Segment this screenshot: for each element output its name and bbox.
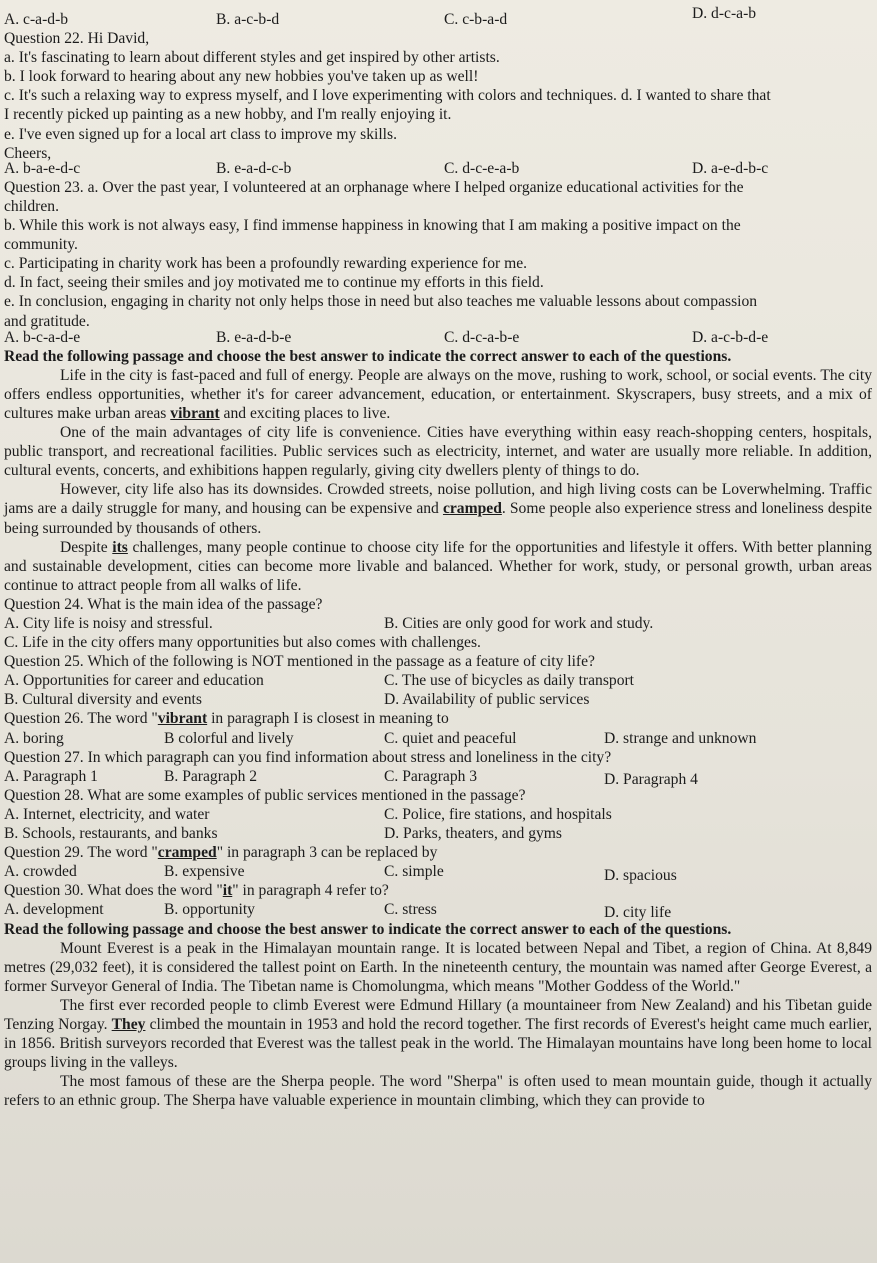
- q30-option-d: D. city life: [604, 904, 672, 922]
- q24-title: Question 24. What is the main idea of the passage?: [4, 595, 323, 613]
- q22-options: [4, 159, 872, 178]
- q21-options: [4, 5, 872, 29]
- passage1-word-cramped: cramped: [442, 500, 502, 518]
- q30-title-b: " in paragraph 4 refer to?: [232, 882, 389, 900]
- passage2-p2-text-b: climbed the mountain in 1953 and hold the record together. The first records of Everest's height came much earlier, in 1856. British surveyors recorded that Everest was the tallest peak in the world. The Himalayan mountains have long been home to local groups living in the valleys.: [4, 1015, 873, 1072]
- q22-option-a: A. b-a-e-d-c: [4, 159, 81, 177]
- q23-line-5: c. Participating in charity work has been a profoundly rewarding experience for me.: [4, 255, 528, 273]
- q24-option-b: B. Cities are only good for work and study.: [384, 615, 654, 632]
- q23-line-6: d. In fact, seeing their smiles and joy motivated me to continue my efforts in this field.: [4, 274, 544, 292]
- q22-option-b: B. e-a-d-c-b: [216, 159, 292, 177]
- q22-line-c: c. It's such a relaxing way to express myself, and I love experimenting with colors and techniques. d. I wanted to share that: [4, 87, 771, 105]
- q28-option-b: B. Schools, restaurants, and banks: [4, 825, 218, 843]
- q22-line-a: a. It's fascinating to learn about different styles and get inspired by other artists.: [4, 49, 500, 67]
- passage1-word-vibrant: vibrant: [170, 404, 220, 422]
- q26-word: vibrant: [157, 710, 208, 728]
- q23-line-3: b. While this work is not always easy, I find immense happiness in knowing that I am making a positive impact on the: [4, 217, 741, 235]
- q29-title: [4, 843, 872, 862]
- q25-title: Question 25. Which of the following is NOT mentioned in the passage as a feature of city life?: [4, 653, 595, 671]
- q26-option-c: C. quiet and peaceful: [384, 729, 517, 747]
- q25-option-d: D. Availability of public services: [384, 691, 590, 709]
- q25-option-c: C. The use of bicycles as daily transport: [384, 672, 635, 690]
- q29-title-a: Question 29. The word ": [4, 844, 158, 862]
- q26-options: [4, 729, 872, 748]
- passage2-word-they: They: [111, 1015, 146, 1033]
- passage1-p4-text-b: challenges, many people continue to choose city life for the opportunities and lifestyle it offers. With better planning and sustainable development, cities can become more livable and balanced. Whether for work, study, or personal growth, urban areas continue to attract people from all walks of life.: [4, 538, 872, 594]
- q21-option-c: C. c-b-a-d: [444, 11, 508, 28]
- q29-options: [4, 862, 872, 885]
- q30-option-b: B. opportunity: [164, 901, 255, 919]
- q29-option-a: A. crowded: [4, 863, 77, 881]
- q27-option-b: B. Paragraph 2: [164, 767, 258, 785]
- q28-option-d: D. Parks, theaters, and gyms: [384, 825, 562, 843]
- q29-option-b: B. expensive: [164, 863, 245, 881]
- passage1-paragraph-4: [4, 538, 872, 595]
- q28-option-a: A. Internet, electricity, and water: [4, 805, 210, 823]
- q23-line-7: e. In conclusion, engaging in charity not only helps those in need but also teaches me valuable lessons about compassion: [4, 293, 758, 311]
- q22-closing: Cheers,: [4, 144, 52, 162]
- passage1-word-its: its: [112, 538, 128, 556]
- q26-title-b: in paragraph I is closest in meaning to: [207, 710, 449, 728]
- q29-word: cramped: [157, 844, 217, 862]
- q23-option-b: B. e-a-d-b-e: [216, 328, 292, 346]
- passage2-instruction: Read the following passage and choose the best answer to indicate the correct answer to each of the questions.: [4, 920, 732, 938]
- q26-option-b: B colorful and lively: [164, 729, 294, 747]
- passage1-paragraph-1: [4, 366, 872, 423]
- passage1-p3-text-b: . Some people also experience stress and loneliness despite being surrounded by thousands of others.: [4, 500, 872, 537]
- passage1-p4-text-a: Despite: [60, 538, 113, 556]
- q24-option-a: A. City life is noisy and stressful.: [4, 615, 213, 632]
- passage2-paragraph-2: [4, 996, 872, 1072]
- q27-option-c: C. Paragraph 3: [384, 767, 478, 785]
- q24-option-c: C. Life in the city offers many opportunities but also comes with challenges.: [4, 634, 481, 652]
- q23-options: [4, 328, 872, 347]
- q22-line-e: e. I've even signed up for a local art class to improve my skills.: [4, 125, 397, 143]
- passage1-p1-text-b: and exciting places to live.: [219, 404, 391, 422]
- q27-options: [4, 767, 872, 786]
- q26-title-a: Question 26. The word ": [4, 710, 158, 728]
- q25-options-row2: [4, 690, 872, 709]
- q26-option-d: D. strange and unknown: [604, 729, 757, 747]
- q28-option-c: C. Police, fire stations, and hospitals: [384, 805, 612, 823]
- q29-option-c: C. simple: [384, 863, 444, 881]
- q22-option-c: C. d-c-e-a-b: [444, 159, 520, 177]
- q30-option-c: C. stress: [384, 901, 437, 919]
- q23-line-2: children.: [4, 197, 59, 215]
- q30-option-a: A. development: [4, 901, 104, 919]
- q23-option-c: C. d-c-a-b-e: [444, 328, 520, 346]
- passage2-p2-text-a: The first ever recorded people to climb Everest were Edmund Hillary (a mountaineer from New Zealand) and his Tibetan guide Tenzing Norgay.: [4, 996, 872, 1033]
- q30-title-a: Question 30. What does the word ": [4, 882, 223, 900]
- passage2-paragraph-3: The most famous of these are the Sherpa people. The word "Sherpa" is often used to mean mountain guide, though it actually refers to an ethnic group. The Sherpa have valuable experience in mountain climbing, which they can provide to: [4, 1073, 872, 1110]
- q30-options: [4, 900, 872, 922]
- q25-option-a: A. Opportunities for career and education: [4, 672, 264, 690]
- q23-line-1: Question 23. a. Over the past year, I volunteered at an orphanage where I helped organize educational activities for the: [4, 178, 744, 196]
- q25-option-b: B. Cultural diversity and events: [4, 691, 202, 709]
- q29-title-b: " in paragraph 3 can be replaced by: [216, 844, 438, 862]
- worksheet-content: [4, 5, 873, 1110]
- q29-option-d: D. spacious: [604, 867, 677, 885]
- passage1-paragraph-3: [4, 480, 872, 537]
- q23-option-a: A. b-c-a-d-e: [4, 328, 81, 346]
- q21-option-d: D. d-c-a-b: [692, 5, 757, 22]
- q30-word: it: [222, 882, 233, 900]
- q23-option-d: D. a-c-b-d-e: [692, 328, 769, 346]
- q25-options-row1: [4, 671, 872, 690]
- q21-option-b: B. a-c-b-d: [216, 11, 280, 28]
- q22-option-d: D. a-e-d-b-c: [692, 159, 769, 177]
- q28-options-row2: [4, 824, 872, 843]
- passage1-paragraph-2: One of the main advantages of city life is convenience. Cities have everything within easy reach-shopping centers, hospitals, public transport, and recreational facilities. Public services such as electricity, internet, and water are usually more reliable. In addition, cultural events, concerts, and exhibitions happen regularly, giving city dwellers plenty of things to do.: [4, 424, 872, 480]
- q26-option-a: A. boring: [4, 729, 64, 747]
- q23-line-4: community.: [4, 236, 78, 254]
- q22-line-b: b. I look forward to hearing about any new hobbies you've taken up as well!: [4, 68, 479, 86]
- passage2-paragraph-1: Mount Everest is a peak in the Himalayan mountain range. It is located between Nepal and Tibet, a region of China. At 8,849 metres (29,032 feet), it is considered the tallest point on Earth. In the nineteenth century, the mountain was named after George Everest, a former Surveyor General of India. The Tibetan name is Chomolungma, which means "Mother Goddess of the World.": [4, 939, 872, 995]
- q27-option-d: D. Paragraph 4: [604, 770, 698, 788]
- q22-title: Question 22. Hi David,: [4, 30, 150, 48]
- q24-options-row1: [4, 614, 872, 633]
- q28-title: Question 28. What are some examples of public services mentioned in the passage?: [4, 786, 526, 804]
- passage1-p1-text-a: Life in the city is fast-paced and full of energy. People are always on the move, rushing to work, school, or social events. The city offers endless opportunities, whether it's for career advancement, education, or entertainment. Skyscrapers, busy streets, and a mix of cultures make urban areas: [4, 366, 872, 422]
- q28-options-row1: [4, 805, 872, 824]
- passage1-instruction: Read the following passage and choose the best answer to indicate the correct answer to each of the questions.: [4, 347, 732, 365]
- q21-option-a: A. c-a-d-b: [4, 11, 69, 28]
- q27-title: Question 27. In which paragraph can you find information about stress and loneliness in the city?: [4, 748, 612, 766]
- q22-line-d: I recently picked up painting as a new hobby, and I'm really enjoying it.: [4, 106, 452, 124]
- passage1-p3-text-a: However, city life also has its downsides. Crowded streets, noise pollution, and high living costs can be Loverwhelming. Traffic jams are a daily struggle for many, and housing can be expensive and: [4, 481, 872, 518]
- q27-option-a: A. Paragraph 1: [4, 767, 98, 785]
- q26-title: [4, 709, 872, 728]
- q30-title: [4, 881, 872, 900]
- q23-line-8: and gratitude.: [4, 312, 90, 330]
